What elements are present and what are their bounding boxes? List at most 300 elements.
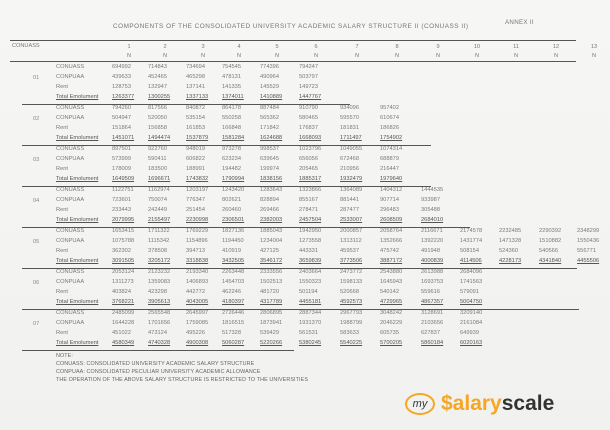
table-cell-total: 5540225 [340,340,363,347]
table-cell-rent: 540142 [380,289,399,296]
table-cell-rent: 627837 [421,330,440,337]
table-cell-total: 1581284 [222,135,245,142]
table-cell-conuass: 1653415 [112,228,135,234]
watermark-salary-text: $alary [441,392,502,415]
column-header-currency: N [313,53,319,59]
header-bottom-rule [10,61,576,62]
table-cell-rent: 520668 [340,289,359,296]
table-cell-conpuaa: 439633 [112,74,131,81]
table-cell-conuass: 864178 [222,105,241,111]
table-cell-conuass: 1162974 [148,187,170,193]
table-cell-total: 1979640 [380,176,403,183]
column-header-currency: N [274,53,280,59]
table-cell-total: 5700205 [380,340,403,347]
table-cell-conuass: 2726446 [222,310,245,316]
document-title: COMPONENTS OF THE CONSOLIDATED UNIVERSITY ACADEMIC SALARY STRUCTURE II (CONUASS II) [113,23,469,30]
table-cell-total: 2382003 [260,217,283,224]
table-cell-rent: 559616 [421,289,440,296]
table-cell-conuass: 2174578 [460,228,483,234]
table-cell-rent: 481720 [260,289,279,296]
table-cell-conpuaa: 855167 [299,197,318,204]
table-cell-total: 1754902 [380,135,403,142]
table-cell-total: 4043005 [186,299,209,306]
table-cell-rent: 260460 [222,207,241,214]
table-cell-conuass: 1243420 [222,187,245,193]
table-cell-total: 2230998 [186,217,209,224]
table-cell-conpuaa: 1154896 [186,238,208,245]
table-cell-conpuaa: 590411 [148,156,167,163]
table-cell-conuass: 934096 [340,105,359,111]
table-cell-total: 4228173 [499,258,522,265]
table-cell-rent: 151864 [112,125,131,132]
table-cell-conpuaa: 1471328 [499,238,522,245]
table-cell-total: 3091505 [112,258,135,265]
table-cell-total: 4580349 [112,340,135,347]
table-cell-rent: 403824 [112,289,131,296]
row-label-conuass: CONUASS [56,146,85,152]
table-cell-rent: 649939 [460,330,479,337]
table-cell-conpuaa: 639645 [260,156,279,163]
table-cell-conuass: 1404312 [380,187,403,193]
column-header-currency: N [126,53,132,59]
table-cell-rent: 149723 [299,84,318,91]
table-cell-conuass: 2565548 [148,310,171,316]
table-cell-rent: 305488 [421,207,440,214]
table-cell-conpuaa: 1115342 [148,238,170,245]
table-cell-total: 2079995 [112,217,135,224]
table-cell-total: 1447767 [299,94,322,101]
table-cell-total: 2306501 [222,217,245,224]
table-cell-rent: 423298 [148,289,167,296]
column-header-step: 12 [552,44,560,50]
table-cell-conpuaa: 1931370 [299,320,322,327]
table-cell-conpuaa: 1392220 [421,238,444,245]
column-header-step: 8 [395,44,399,50]
row-label-total: Total Emolument [56,299,99,306]
table-cell-total: 4729965 [380,299,403,306]
table-cell-conuass: 2967793 [340,310,363,316]
table-cell-conpuaa: 1873941 [260,320,283,327]
table-cell-rent: 517328 [222,330,241,337]
table-cell-rent: 171842 [260,125,279,132]
table-cell-conpuaa: 595570 [340,115,359,122]
table-cell-conpuaa: 750074 [148,197,167,204]
table-cell-conpuaa: 504947 [112,115,131,122]
table-cell-conpuaa: 776347 [186,197,205,204]
table-cell-conuass: 2485099 [112,310,135,316]
table-cell-total: 4000839 [421,258,444,265]
row-label-conuass: CONUASS [56,269,85,275]
column-header-step: 9 [436,44,440,50]
table-cell-rent: 242449 [148,207,167,214]
watermark-scale-text: scale [501,392,555,415]
table-cell-conuass: 2058764 [380,228,403,234]
table-cell-total: 1649509 [112,176,135,183]
table-cell-conuass: 1283643 [260,187,283,193]
column-header-currency: N [474,53,480,59]
table-cell-total: 1885317 [299,176,322,183]
table-cell-total: 1410889 [260,94,283,101]
table-cell-conuass: 2348299 [577,228,600,234]
table-cell-conuass: 1827136 [222,228,245,234]
row-label-total: Total Emolument [56,94,99,101]
table-cell-rent: 188991 [186,166,205,173]
table-cell-conpuaa: 520050 [148,115,167,122]
table-cell-rent: 539429 [260,330,279,337]
table-cell-total: 4900308 [186,340,209,347]
table-cell-rent: 491948 [421,248,440,255]
table-cell-conuass: 1074314 [380,146,403,152]
table-cell-total: 3773506 [340,258,363,265]
table-cell-total: 5860184 [421,340,444,347]
table-cell-conpuaa: 1510882 [539,238,562,245]
table-cell-rent: 556771 [577,248,596,255]
table-cell-rent: 462246 [222,289,241,296]
table-cell-rent: 583633 [340,330,359,337]
table-cell-conuass: 774396 [260,64,279,70]
row-label-conuass: CONUASS [56,105,85,111]
table-cell-rent: 145529 [260,84,279,91]
table-cell-conpuaa: 610674 [380,115,399,122]
column-header-currency: N [553,53,559,59]
column-header-step: 10 [473,44,481,50]
table-cell-conuass: 1323866 [299,187,322,193]
table-cell-rent: 508154 [460,248,479,255]
table-cell-conpuaa: 1359083 [148,279,171,286]
table-cell-conpuaa: 802621 [222,197,241,204]
table-cell-total: 3318838 [186,258,209,265]
column-header-currency: N [591,53,597,59]
grade-separator-rule [22,350,294,351]
grade-label: 03 [33,157,40,164]
row-label-rent: Rent [56,289,69,296]
column-header-currency: N [236,53,242,59]
table-cell-conuass: 1049055 [340,146,363,152]
row-label-rent: Rent [56,166,69,173]
table-cell-conuass: 817566 [148,105,167,111]
header-conuass-label: CONUASS [12,43,40,49]
table-cell-total: 3887172 [380,258,403,265]
table-cell-total: 5060287 [222,340,245,347]
table-cell-rent: 156858 [148,125,167,132]
table-cell-total: 1743832 [186,176,209,183]
table-cell-total: 3432505 [222,258,245,265]
table-cell-total: 4341840 [539,258,562,265]
table-cell-rent: 216447 [380,166,399,173]
table-cell-conuass: 973278 [222,146,241,152]
table-cell-rent: 287477 [340,207,359,214]
table-cell-conuass: 2053124 [112,269,135,275]
table-cell-rent: 161853 [186,125,205,132]
table-cell-conpuaa: 828894 [260,197,279,204]
grade-label: 01 [33,75,40,82]
annex-label: ANNEX II [505,19,534,26]
row-label-total: Total Emolument [56,135,99,142]
table-cell-conpuaa: 1454703 [222,279,245,286]
table-cell-total: 2457504 [299,217,322,224]
table-cell-conpuaa: 565362 [260,115,279,122]
note-line: CONPUAA: CONSOLIDATED PECULIAR UNIVERSITY ACADEMIC ALLOWANCE [56,369,261,375]
row-label-conpuaa: CONPUAA [56,197,85,204]
column-header-step: 13 [590,44,598,50]
row-label-conuass: CONUASS [56,228,85,234]
table-cell-total: 1494474 [148,135,171,142]
table-cell-rent: 210956 [340,166,359,173]
table-cell-conpuaa: 1502513 [260,279,283,286]
table-cell-conpuaa: 535154 [186,115,205,122]
table-cell-conuass: 2645997 [186,310,209,316]
table-cell-conuass: 2543880 [380,269,403,275]
note-heading: NOTE: [56,353,73,359]
table-cell-total: 1711497 [340,135,362,142]
table-cell-rent: 205465 [299,166,318,173]
table-cell-rent: 194482 [222,166,241,173]
column-header-step: 1 [127,44,131,50]
table-cell-rent: 378508 [148,248,167,255]
table-cell-rent: 132947 [148,84,167,91]
table-cell-rent: 394713 [186,248,205,255]
table-cell-conpuaa: 1701656 [148,320,171,327]
column-header-step: 7 [355,44,359,50]
table-cell-conpuaa: 2103656 [421,320,444,327]
table-cell-conpuaa: 1693753 [421,279,444,286]
table-cell-conuass: 3128691 [421,310,444,316]
table-cell-conpuaa: 1598133 [340,279,363,286]
table-cell-conpuaa: 1352666 [380,238,403,245]
row-label-rent: Rent [56,84,69,91]
table-cell-conuass: 3209140 [460,310,483,316]
table-cell-conpuaa: 2161084 [460,320,483,327]
grade-label: 07 [33,321,40,328]
table-cell-conuass: 887484 [260,105,279,111]
table-cell-total: 5220266 [260,340,283,347]
table-cell-rent: 475742 [380,248,399,255]
table-cell-rent: 186826 [380,125,399,132]
table-cell-conuass: 2403664 [299,269,322,275]
table-cell-total: 1537879 [186,135,209,142]
table-cell-conpuaa: 623234 [222,156,241,163]
table-cell-conpuaa: 1644228 [112,320,135,327]
table-cell-rent: 443331 [299,248,318,255]
header-top-rule [10,40,576,41]
grade-label: 06 [33,280,40,287]
table-cell-rent: 233443 [112,207,131,214]
row-label-rent: Rent [56,125,69,132]
table-cell-total: 4592573 [340,299,363,306]
table-cell-total: 5380245 [299,340,322,347]
table-cell-conpuaa: 550258 [222,115,241,122]
table-cell-total: 4114506 [460,258,482,265]
table-cell-total: 4455506 [577,258,600,265]
table-cell-conpuaa: 907714 [380,197,399,204]
column-header-step: 6 [314,44,318,50]
table-cell-rent: 540566 [539,248,558,255]
row-label-total: Total Emolument [56,340,99,347]
table-cell-conuass: 694992 [112,64,131,70]
table-cell-conpuaa: 573999 [112,156,131,163]
row-label-conpuaa: CONPUAA [56,279,85,286]
table-cell-total: 2608509 [380,217,403,224]
table-cell-conpuaa: 580465 [299,115,318,122]
row-label-rent: Rent [56,248,69,255]
table-cell-rent: 410919 [222,248,241,255]
table-cell-conuass: 754545 [222,64,241,70]
column-header-currency: N [162,53,168,59]
my-logo-icon: my [405,393,435,415]
table-cell-total: 1668093 [299,135,322,142]
table-cell-total: 1696671 [148,176,171,183]
column-header-step: 4 [237,44,241,50]
row-label-conpuaa: CONPUAA [56,115,85,122]
table-cell-total: 6020163 [460,340,483,347]
table-cell-conuass: 957402 [380,105,399,111]
table-cell-rent: 524360 [499,248,518,255]
table-cell-total: 1451071 [112,135,135,142]
table-cell-total: 4740328 [148,340,171,347]
table-cell-rent: 451022 [112,330,131,337]
table-cell-conuass: 840872 [186,105,205,111]
table-cell-conuass: 734694 [186,64,205,70]
table-cell-rent: 137141 [186,84,205,91]
table-cell-rent: 495226 [186,330,205,337]
table-cell-conuass: 948019 [186,146,205,152]
table-cell-conuass: 3048242 [380,310,403,316]
grade-label: 04 [33,198,40,205]
column-header-currency: N [354,53,360,59]
table-cell-rent: 427125 [260,248,279,255]
table-cell-conpuaa: 1234004 [260,238,283,245]
table-cell-conuass: 2232485 [499,228,522,234]
mysalaryscale-watermark [405,392,554,416]
table-cell-conpuaa: 1311273 [112,279,134,286]
column-header-currency: N [513,53,519,59]
table-cell-rent: 176837 [299,125,318,132]
table-cell-conuass: 1711322 [148,228,170,234]
grade-separator-rule [22,227,470,228]
column-header-currency: N [394,53,400,59]
table-cell-total: 4180397 [222,299,245,306]
table-cell-conuass: 714843 [148,64,167,70]
column-header-step: 2 [163,44,167,50]
table-cell-total: 1790994 [222,176,245,183]
table-cell-rent: 473124 [148,330,167,337]
table-cell-conpuaa: 1273558 [299,238,322,245]
table-cell-total: 1337133 [186,94,209,101]
table-cell-rent: 605735 [380,330,399,337]
table-cell-total: 3659839 [299,258,322,265]
table-cell-total: 3205172 [148,258,171,265]
table-cell-total: 3546172 [260,258,283,265]
table-cell-conuass: 2116671 [421,228,443,234]
table-cell-conuass: 794247 [299,64,318,70]
table-cell-rent: 199974 [260,166,279,173]
table-cell-conpuaa: 503797 [299,74,318,81]
grade-label: 02 [33,116,40,123]
column-header-currency: N [200,53,206,59]
table-cell-conpuaa: 1759085 [186,320,209,327]
table-cell-conuass: 1942950 [299,228,322,234]
table-cell-conuass: 1364089 [340,187,363,193]
table-cell-conuass: 2333556 [260,269,283,275]
table-cell-total: 1263377 [112,94,135,101]
column-header-step: 3 [201,44,205,50]
table-cell-total: 2533007 [340,217,363,224]
table-cell-total: 1932479 [340,176,363,183]
table-cell-conuass: 1023796 [299,146,322,152]
table-cell-conpuaa: 2046229 [380,320,403,327]
table-cell-conpuaa: 1431774 [460,238,483,245]
row-label-rent: Rent [56,330,69,337]
table-cell-conuass: 1203197 [186,187,209,193]
grade-label: 05 [33,239,40,246]
note-line: THE OPERATION OF THE ABOVE SALARY STRUCTURE IS RESTRICTED TO THE UNIVERSITIES [56,377,309,383]
table-cell-rent: 251454 [186,207,205,214]
row-label-total: Total Emolument [56,217,99,224]
table-cell-rent: 362302 [112,248,131,255]
table-cell-total: 1300255 [148,94,171,101]
table-cell-total: 1838156 [260,176,283,183]
table-cell-conuass: 1444535 [421,187,444,193]
table-cell-rent: 141335 [222,84,241,91]
table-cell-conuass: 2473772 [340,269,363,275]
table-cell-conpuaa: 465298 [186,74,205,81]
table-cell-conuass: 922760 [148,146,167,152]
table-cell-total: 4317789 [260,299,283,306]
note-line: CONUASS: CONSOLIDATED UNIVERSITY ACADEMIC SALARY STRUCTURE [56,361,255,367]
table-cell-conuass: 2613988 [421,269,444,275]
table-cell-total: 4455181 [299,299,322,306]
table-cell-conuass: 2193340 [186,269,209,275]
column-header-step: 5 [275,44,279,50]
table-cell-total: 4867357 [421,299,444,306]
table-cell-rent: 278471 [299,207,318,214]
table-cell-conuass: 794260 [112,105,131,111]
table-cell-conpuaa: 1645943 [380,279,403,286]
table-cell-conuass: 2806895 [260,310,283,316]
table-cell-conuass: 1885043 [260,228,283,234]
row-label-conuass: CONUASS [56,310,85,316]
row-label-conpuaa: CONPUAA [56,74,85,81]
table-cell-total: 2684010 [421,217,444,224]
table-cell-conuass: 1769229 [186,228,209,234]
column-header-currency: N [435,53,441,59]
table-cell-conpuaa: 1741563 [460,279,483,286]
table-cell-total: 1374011 [222,94,244,101]
table-cell-conpuaa: 672468 [340,156,359,163]
table-cell-conpuaa: 478131 [222,74,241,81]
table-cell-rent: 459537 [340,248,359,255]
row-label-total: Total Emolument [56,176,99,183]
row-label-conpuaa: CONPUAA [56,156,85,163]
table-cell-conpuaa: 881441 [340,197,359,204]
row-label-conuass: CONUASS [56,187,85,193]
table-cell-total: 5004750 [460,299,483,306]
table-cell-conpuaa: 723601 [112,197,131,204]
table-cell-conuass: 2290392 [539,228,562,234]
table-cell-conuass: 2123232 [148,269,171,275]
table-cell-conpuaa: 490964 [260,74,279,81]
table-cell-conuass: 2887344 [299,310,322,316]
table-cell-conpuaa: 1406893 [186,279,209,286]
table-cell-conuass: 2000857 [340,228,363,234]
table-cell-rent: 181831 [340,125,359,132]
table-cell-total: 3768221 [112,299,135,306]
table-cell-rent: 442772 [186,289,205,296]
table-cell-rent: 183500 [148,166,167,173]
row-label-rent: Rent [56,207,69,214]
table-cell-rent: 178009 [112,166,131,173]
table-cell-total: 3905613 [148,299,171,306]
